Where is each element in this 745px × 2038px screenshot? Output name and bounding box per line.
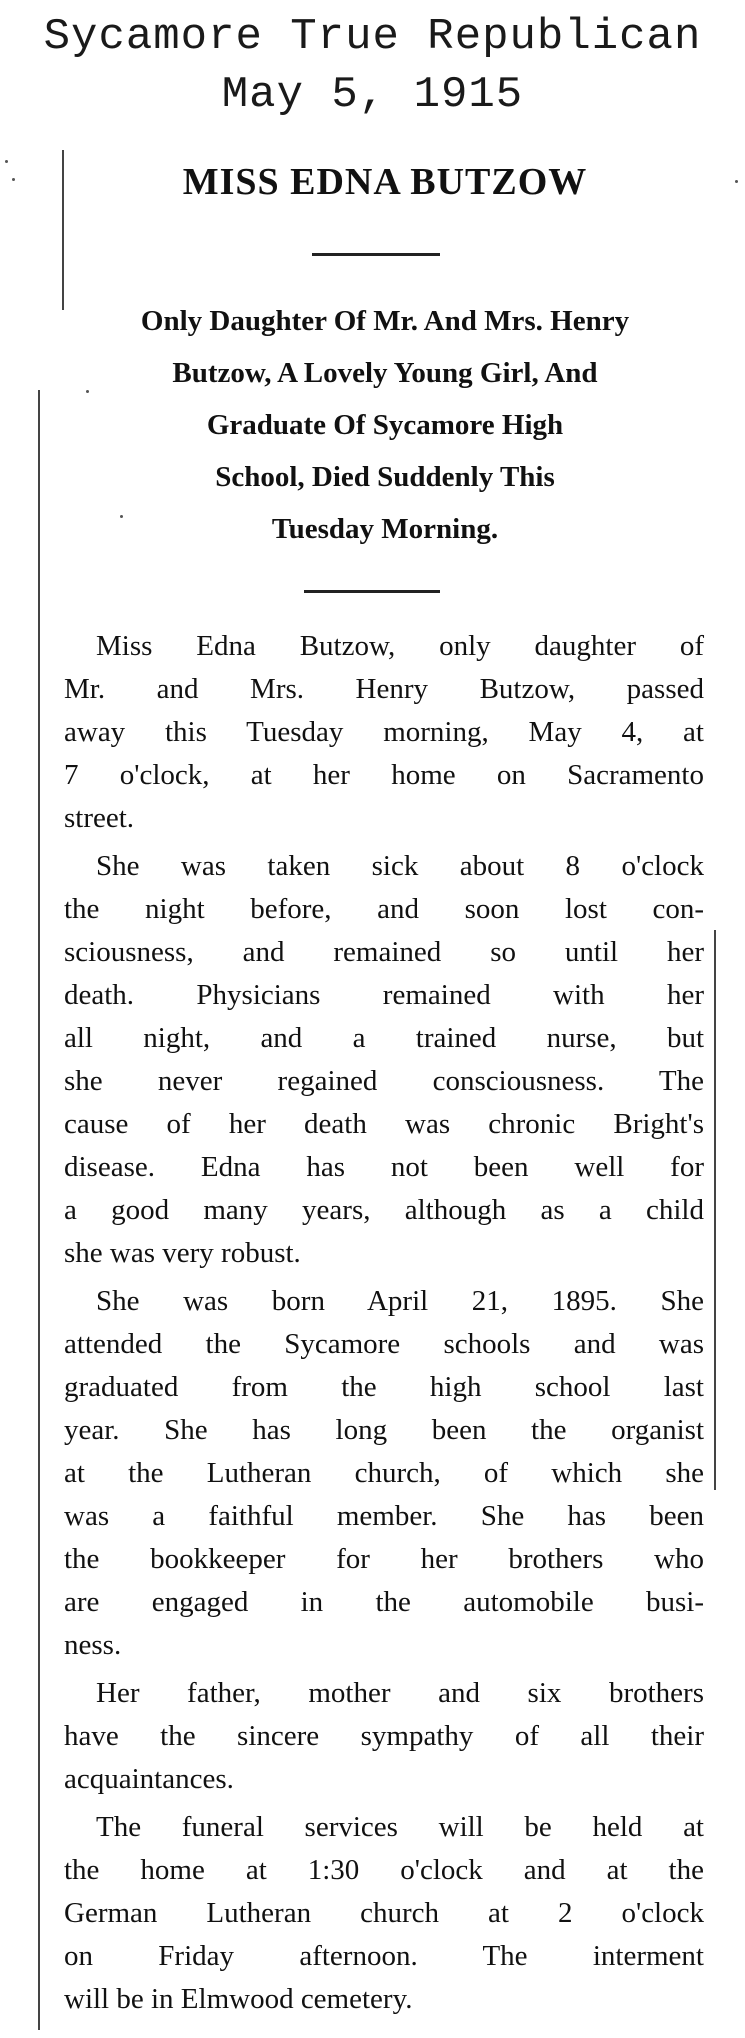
text-line: The funeral services will be held at — [96, 1811, 704, 1843]
text-line: at the Lutheran church, of which she — [64, 1457, 704, 1489]
article-paragraph — [64, 1806, 704, 2021]
text-line: Miss Edna Butzow, only daughter of — [96, 630, 704, 662]
article-paragraph — [64, 845, 704, 1275]
subheadline-line: Butzow, A Lovely Young Girl, And — [172, 357, 598, 389]
scan-speck — [5, 160, 8, 163]
text-line: death. Physicians remained with her — [64, 979, 704, 1011]
clipping-right-edge — [714, 930, 716, 1490]
text-line: German Lutheran church at 2 o'clock — [64, 1897, 704, 1929]
subheadline-line: School, Died Suddenly This — [215, 461, 555, 493]
article-subheadline — [60, 295, 710, 555]
article-paragraph — [64, 1280, 704, 1667]
scan-speck — [86, 390, 89, 393]
article-body — [64, 625, 704, 2026]
publication-date: May 5, 1915 — [221, 70, 524, 120]
text-line: all night, and a trained nurse, but — [64, 1022, 704, 1054]
text-line: she never regained consciousness. The — [64, 1065, 704, 1097]
article-clipping — [60, 150, 710, 2030]
text-line: She was taken sick about 8 o'clock — [96, 850, 704, 882]
text-line: Her father, mother and six brothers — [96, 1677, 704, 1709]
text-line: on Friday afternoon. The interment — [64, 1940, 704, 1972]
scan-speck — [12, 178, 15, 181]
subheadline-line: Graduate Of Sycamore High — [206, 409, 564, 441]
scan-speck — [120, 515, 123, 518]
subheadline-line: Only Daughter Of Mr. And Mrs. Henry — [140, 305, 630, 337]
subheadline-line: Tuesday Morning. — [271, 513, 499, 545]
text-line: ness. — [64, 1629, 122, 1661]
newspaper-header — [0, 8, 745, 124]
text-line: are engaged in the automobile busi- — [64, 1586, 704, 1618]
text-line: the night before, and soon lost con- — [64, 893, 704, 925]
text-line: Mr. and Mrs. Henry Butzow, passed — [64, 673, 704, 705]
text-line: have the sincere sympathy of all their — [64, 1720, 704, 1752]
text-line: was a faithful member. She has been — [64, 1500, 704, 1532]
clipping-left-edge-lower — [38, 390, 40, 2030]
text-line: she was very robust. — [64, 1237, 301, 1269]
text-line: She was born April 21, 1895. She — [96, 1285, 704, 1317]
article-paragraph — [64, 625, 704, 840]
text-line: cause of her death was chronic Bright's — [64, 1108, 704, 1140]
text-line: away this Tuesday morning, May 4, at — [64, 716, 704, 748]
text-line: acquaintances. — [64, 1763, 234, 1795]
text-line: a good many years, although as a child — [64, 1194, 704, 1226]
subheadline-divider — [304, 590, 440, 593]
text-line: 7 o'clock, at her home on Sacramento — [64, 759, 704, 791]
text-line: graduated from the high school last — [64, 1371, 704, 1403]
text-line: year. She has long been the organist — [64, 1414, 704, 1446]
text-line: the bookkeeper for her brothers who — [64, 1543, 704, 1575]
title-divider — [312, 253, 440, 256]
text-line: sciousness, and remained so until her — [64, 936, 704, 968]
text-line: attended the Sycamore schools and was — [64, 1328, 704, 1360]
text-line: street. — [64, 802, 135, 834]
text-line: the home at 1:30 o'clock and at the — [64, 1854, 704, 1886]
article-title: MISS EDNA BUTZOW — [182, 161, 588, 203]
article-paragraph — [64, 1672, 704, 1801]
newspaper-name: Sycamore True Republican — [43, 12, 702, 62]
text-line: disease. Edna has not been well for — [64, 1151, 704, 1183]
text-line: will be in Elmwood cemetery. — [64, 1983, 413, 2015]
scan-speck — [735, 180, 738, 183]
